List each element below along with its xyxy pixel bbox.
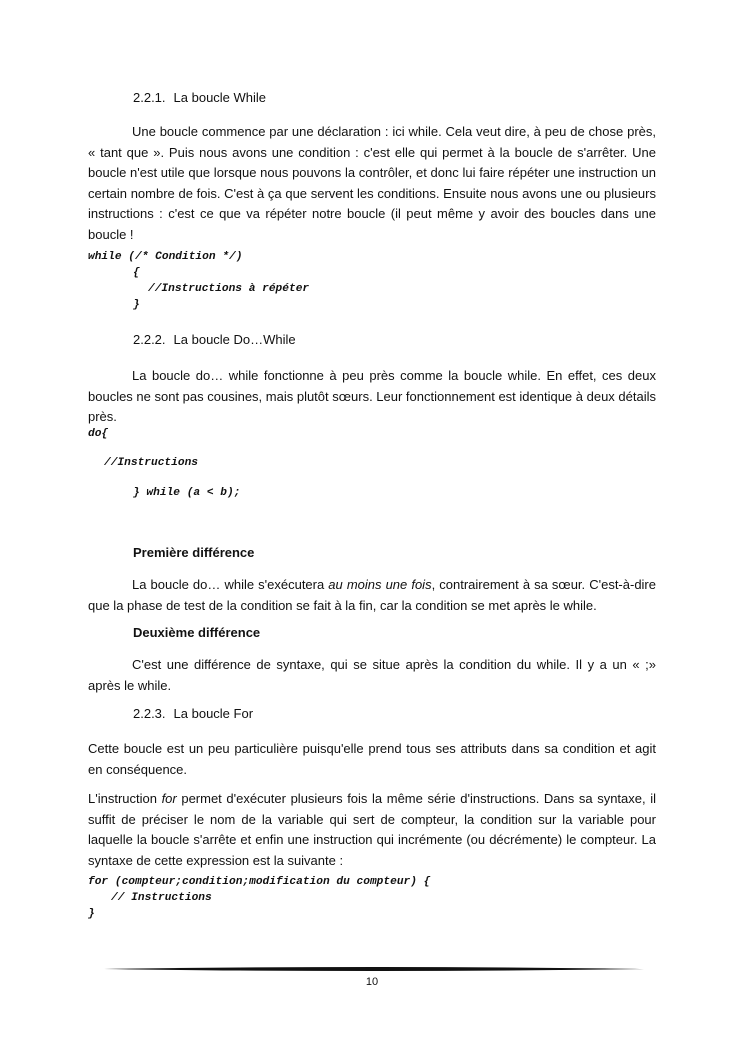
footer-divider [104, 966, 644, 972]
diff1-title: Première différence [133, 545, 255, 560]
diff1-text-italic: au moins une fois [328, 577, 432, 592]
code-line: //Instructions à répéter [148, 283, 310, 295]
section-title: La boucle For [173, 706, 254, 721]
paragraph-while: Une boucle commence par une déclaration : ici while. Cela veut dire, à peu de chose près, « tant que ». Puis nous avons une condition : c'est elle qui permet à la boucle de s'arrêter. Une boucle n'est utile que lorsque nous pouvons la contrôler, et donc lui faire répéter une instruction un certain nombre de fois. C'est à ça que servent les conditions. Ensuite nous avons une ou plusieurs instructions : c'est ce que va répéter notre boucle (il peut même y avoir des boucles dans une boucle ! [88, 124, 656, 242]
paragraph-diff2: C'est une différence de syntaxe, qui se situe après la condition du while. Il y a un « ;» après le while. [88, 657, 656, 693]
code-line: // Instructions [111, 892, 212, 904]
code-line: } [133, 299, 140, 311]
section-number: 2.2.1. [133, 90, 166, 105]
code-line: } while (a < b); [133, 487, 241, 499]
paragraph-for-syntax [88, 789, 656, 871]
section-title: La boucle While [173, 90, 267, 105]
section-heading-dowhile [133, 331, 296, 348]
section-number: 2.2.2. [133, 332, 166, 347]
for-text-italic: for [161, 791, 177, 806]
diff1-text-before: La boucle do… while s'exécutera [132, 577, 329, 592]
for-text-after: permet d'exécuter plusieurs fois la même série d'instructions. Dans sa syntaxe, il suffit de préciser le nom de la variable qui sert de compteur, la condition sur la variable pour laquelle la boucle s'arrête et enfin une instruction qui incrémente (ou décrémente) le compteur. La syntaxe de cette expression est la suivante : [88, 791, 656, 868]
code-line: for (compteur;condition;modification du compteur) { [88, 876, 431, 888]
page-number: 10 [365, 976, 379, 988]
section-title: La boucle Do…While [173, 332, 296, 347]
code-line: { [133, 267, 140, 279]
paragraph-for-intro: Cette boucle est un peu particulière puisqu'elle prend tous ses attributs dans sa condition et agit en conséquence. [88, 741, 656, 777]
code-line: } [88, 908, 95, 920]
diff2-title: Deuxième différence [133, 625, 261, 640]
paragraph-dowhile: La boucle do… while fonctionne à peu près comme la boucle while. En effet, ces deux boucles ne sont pas cousines, mais plutôt sœurs. Leur fonctionnement est identique à deux détails près. [88, 368, 656, 425]
code-line: while (/* Condition */) [88, 251, 243, 263]
section-heading-while [133, 89, 266, 106]
for-text-before: L'instruction [88, 791, 162, 806]
code-line: //Instructions [104, 457, 198, 469]
diff1-text-after: , contrairement à sa sœur. C'est-à-dire que la phase de test de la condition se fait à la fin, car la condition se met après le while. [88, 577, 656, 613]
section-number: 2.2.3. [133, 706, 166, 721]
section-heading-for [133, 705, 253, 722]
code-line: do{ [88, 428, 109, 440]
paragraph-diff1 [88, 575, 656, 616]
